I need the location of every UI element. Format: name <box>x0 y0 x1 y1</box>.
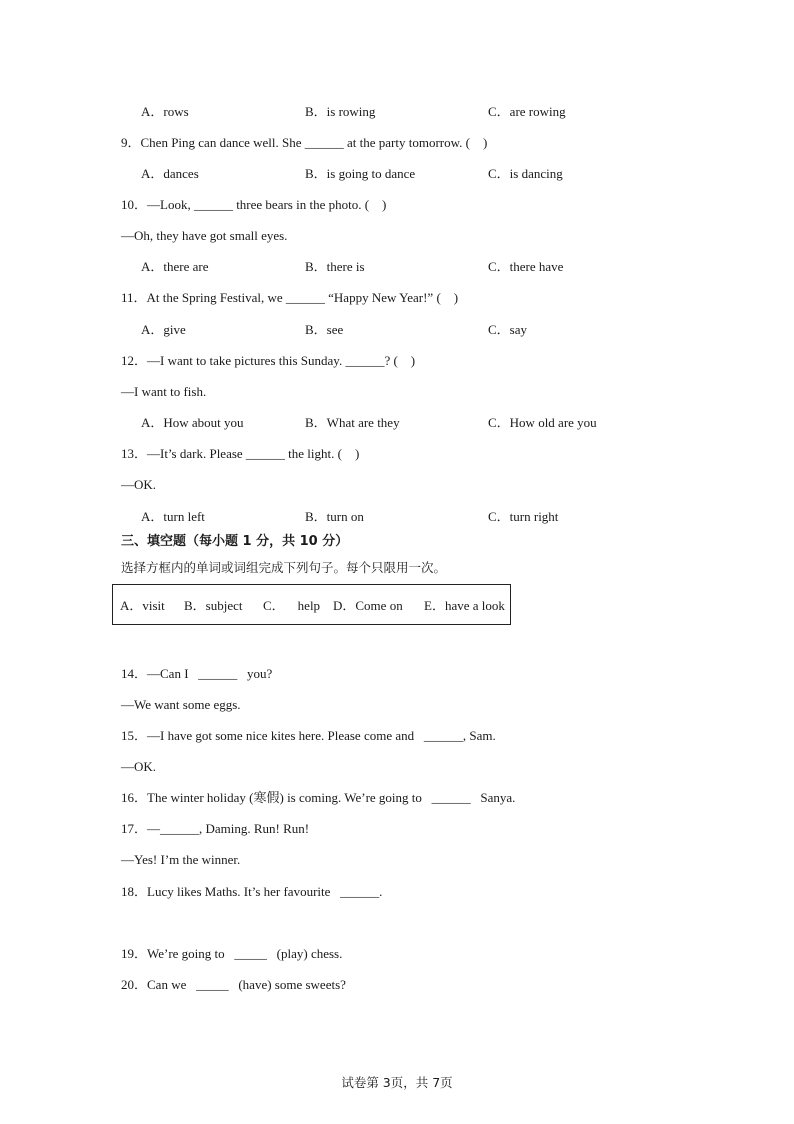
q13-option-a: A．turn left <box>141 509 205 524</box>
q8-option-c: C．are rowing <box>488 104 566 119</box>
q17-stem: 17．—______, Daming. Run! Run! <box>121 821 310 836</box>
q11-option-c: C．say <box>488 322 528 337</box>
q19-stem: 19．We’re going to _____ (play) chess. <box>121 946 343 961</box>
q13-reply: —OK. <box>121 477 157 492</box>
q10-stem: 10．—Look, ______ three bears in the photo. ( ) <box>121 197 387 212</box>
q10-option-b: B．there is <box>305 259 365 274</box>
q11-stem: 11．At the Spring Festival, we ______ “Happy New Year!” ( ) <box>121 290 459 305</box>
word-box-option-e: E．have a look <box>424 598 505 613</box>
q8-option-a: A．rows <box>141 104 189 119</box>
section-instruction: 选择方框内的单词或词组完成下列句子。每个只限用一次。 <box>121 560 447 575</box>
q12-option-c: C．How old are you <box>488 415 597 430</box>
q12-option-b: B．What are they <box>305 415 400 430</box>
q8-option-b: B．is rowing <box>305 104 376 119</box>
page-footer: 试卷第 3页，共 7页 <box>341 1075 453 1090</box>
word-box-option-b: B．subject <box>184 598 243 613</box>
q10-reply: —Oh, they have got small eyes. <box>121 228 288 243</box>
q18-stem: 18．Lucy likes Maths. It’s her favourite ______. <box>121 884 383 899</box>
q11-option-a: A．give <box>141 322 186 337</box>
q10-option-c: C．there have <box>488 259 564 274</box>
q9-option-b: B．is going to dance <box>305 166 416 181</box>
q16-stem: 16．The winter holiday (寒假) is coming. We’re going to ______ Sanya. <box>121 790 516 805</box>
q9-stem: 9．Chen Ping can dance well. She ______ at the party tomorrow. ( ) <box>121 135 488 150</box>
q13-option-c: C．turn right <box>488 509 559 524</box>
q10-option-a: A．there are <box>141 259 209 274</box>
q12-reply: —I want to fish. <box>121 384 207 399</box>
q14-stem: 14．—Can I ______ you? <box>121 666 273 681</box>
q12-option-a: A．How about you <box>141 415 244 430</box>
q11-option-b: B．see <box>305 322 344 337</box>
q15-stem: 15．—I have got some nice kites here. Please come and ______, Sam. <box>121 728 496 743</box>
word-box <box>112 584 511 625</box>
q9-option-a: A．dances <box>141 166 199 181</box>
q13-stem: 13．—It’s dark. Please ______ the light. ( ) <box>121 446 360 461</box>
q13-option-b: B．turn on <box>305 509 364 524</box>
section-heading: 三、填空题（每小题 1 分，共 10 分） <box>121 534 349 549</box>
q12-stem: 12．—I want to take pictures this Sunday. ______? ( ) <box>121 353 416 368</box>
word-box-option-c: C． help <box>263 598 321 613</box>
q15-reply: —OK. <box>121 759 157 774</box>
q17-reply: —Yes! I’m the winner. <box>121 852 241 867</box>
q20-stem: 20．Can we _____ (have) some sweets? <box>121 977 346 992</box>
word-box-option-a: A．visit <box>120 598 165 613</box>
q14-reply: —We want some eggs. <box>121 697 241 712</box>
word-box-option-d: D．Come on <box>333 598 403 613</box>
q9-option-c: C．is dancing <box>488 166 563 181</box>
